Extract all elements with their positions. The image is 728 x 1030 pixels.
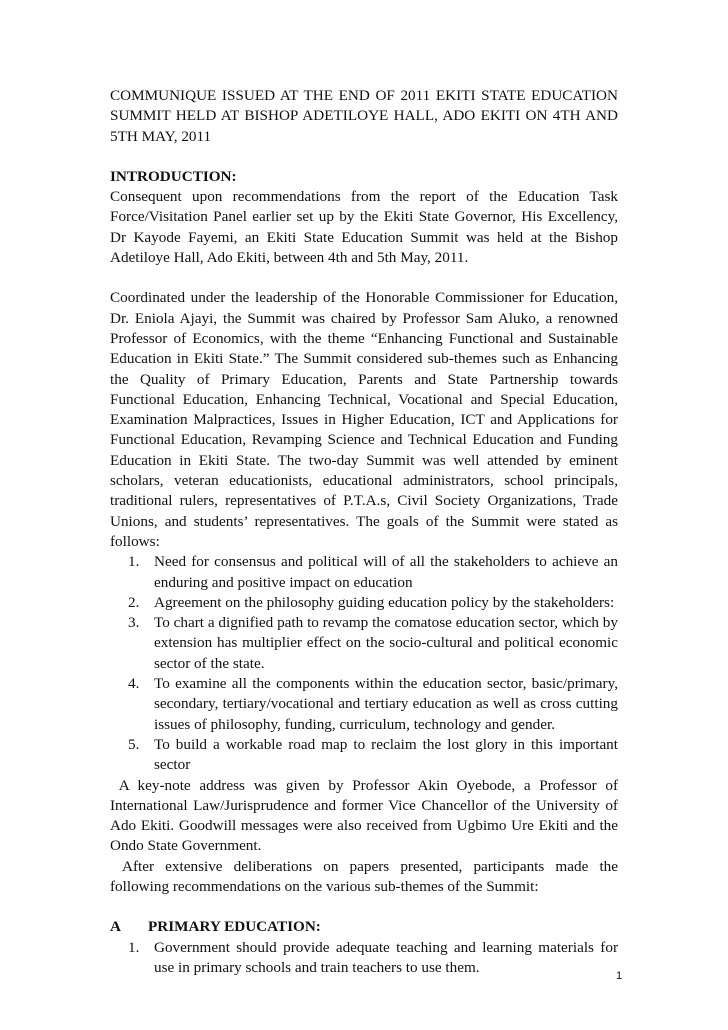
goal-text: To chart a dignified path to revamp the comatose education sector, which by extension has multiplier effect on the socio-cultural and political economic sector of the state. [154, 614, 618, 672]
goal-item [110, 552, 618, 593]
goal-item [110, 613, 618, 674]
spacer [110, 147, 618, 167]
coordination-paragraph: Coordinated under the leadership of the Honorable Commissioner for Education, Dr. Eniola Ajayi, the Summit was chaired by Professor Sam Aluko, a renowned Professor of Economics, with the theme “Enhancing Functional and Sustainable Education in Ekiti State.” The Summit considered sub-themes such as Enhancing the Quality of Primary Education, Parents and State Partnership towards Functional Education, Enhancing Technical, Vocational and Special Education, Examination Malpractices, Issues in Higher Education, ICT and Applications for Functional Education, Revamping Science and Technical Education and Funding Education in Ekiti State. The two-day Summit was well attended by eminent scholars, veteran educationists, educational administrators, school principals, traditional rulers, representatives of P.T.A.s, Civil Society Organizations, Trade Unions, and students’ representatives. The goals of the Summit were stated as follows: [110, 289, 618, 550]
section-letter: A [110, 918, 121, 936]
section-a-heading [110, 917, 618, 937]
recommendation-text: Government should provide adequate teaching and learning materials for use in primary schools and train teachers to use them. [154, 938, 618, 976]
goal-item [110, 735, 618, 776]
section-title: PRIMARY EDUCATION: [148, 918, 321, 936]
recommendation-number: 1. [128, 938, 140, 956]
document-title: COMMUNIQUE ISSUED AT THE END OF 2011 EKITI STATE EDUCATION SUMMIT HELD AT BISHOP ADETILOYE HALL, ADO EKITI ON 4TH AND 5TH MAY, 2011 [110, 87, 618, 145]
goal-number: 2. [128, 593, 140, 611]
introduction-heading: INTRODUCTION: [110, 167, 237, 185]
introduction-paragraph: Consequent upon recommendations from the report of the Education Task Force/Visitation Panel earlier set up by the Ekiti State Governor, His Excellency, Dr Kayode Fayemi, an Ekiti State Education Summit was held at the Bishop Adetiloye Hall, Ado Ekiti, between 4th and 5th May, 2011. [110, 188, 618, 267]
spacer [110, 268, 618, 288]
goals-list [110, 552, 618, 775]
goal-text: Agreement on the philosophy guiding education policy by the stakeholders: [154, 593, 615, 611]
goal-text: To build a workable road map to reclaim the lost glory in this important sector [154, 735, 618, 774]
goal-text: Need for consensus and political will of all the stakeholders to achieve an enduring and positive impact on education [154, 553, 618, 591]
goal-number: 1. [128, 553, 140, 571]
goal-number: 5. [128, 735, 140, 753]
deliberation-paragraph: After extensive deliberations on papers presented, participants made the following recommendations on the various sub-themes of the Summit: [110, 857, 618, 895]
primary-education-list [110, 938, 618, 979]
keynote-paragraph: A key-note address was given by Professor Akin Oyebode, a Professor of International Law/Jurisprudence and former Vice Chancellor of the University of Ado Ekiti. Goodwill messages were also received from Ugbimo Ure Ekiti and the Ondo State Government. [110, 776, 622, 855]
recommendation-item [110, 938, 618, 979]
goal-number: 4. [128, 675, 140, 693]
goal-item [110, 593, 618, 613]
goal-number: 3. [128, 614, 140, 632]
goal-item [110, 674, 618, 735]
goal-text: To examine all the components within the education sector, basic/primary, secondary, tertiary/vocational and tertiary education as well as cross cutting issues of philosophy, funding, curriculum, technology and gender. [154, 675, 618, 733]
page-number: 1 [616, 970, 623, 982]
document-body [110, 86, 622, 978]
spacer [110, 897, 618, 917]
